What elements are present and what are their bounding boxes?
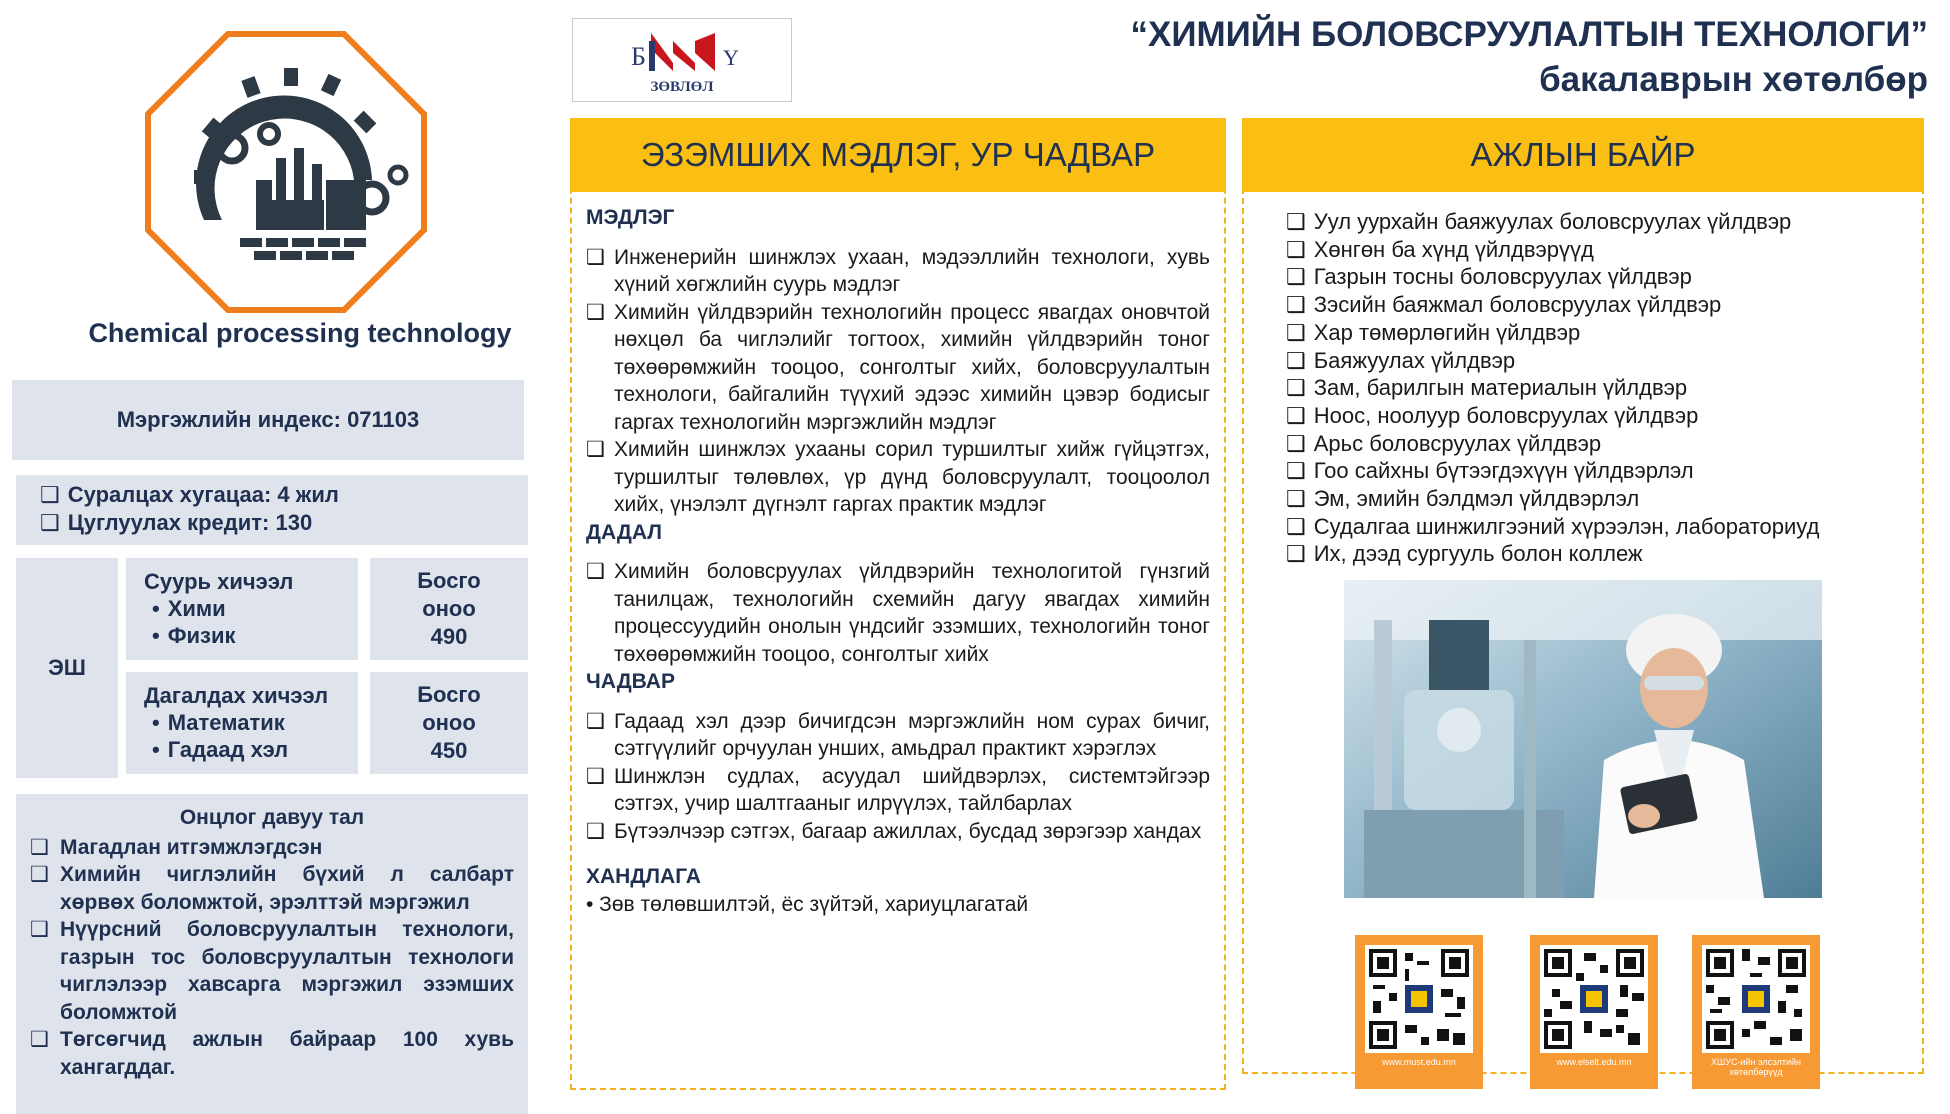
qr-code-programs[interactable] (1692, 935, 1820, 1089)
threshold-label: Босго (417, 682, 481, 707)
secondary-subject-item: • Гадаад хэл (144, 736, 340, 763)
habit-item: ❑ Химийн боловсруулах үйлдвэрийн технологитой гүнзгий танилцаж, технологийн схемийн дагуу явагдах химийн процессуудийн онолын үндсийг эзэмших, технологийн тоног төхөөрөмжийн тооцоо, сонголтыг хийх (586, 558, 1210, 668)
secondary-threshold (370, 672, 528, 774)
advantage-item: ❑ Төгсөгчид ажлын байраар 100 хувь хангагддаг. (60, 1026, 514, 1081)
advantages-box (16, 794, 528, 1114)
job-item: ❑ Зэсийн баяжмал боловсруулах үйлдвэр (1286, 291, 1906, 319)
qr-caption: ХШУС-ийн элсэлтийн хөтөлбөрүүд (1710, 1057, 1802, 1077)
page-title-line2: бакалаврын хөтөлбөр (1539, 60, 1928, 99)
section-title-knowledge: МЭДЛЭГ (586, 206, 675, 229)
study-credits: ❑ Цуглуулах кредит: 130 (40, 509, 504, 537)
attitude-item: • Зөв төлөвшилтэй, ёс зүйтэй, хариуцлагатай (586, 892, 1029, 916)
qr-code-icon (1365, 945, 1473, 1053)
council-logo (572, 18, 792, 102)
page-title (1130, 12, 1928, 102)
job-item: ❑ Эм, эмийн бэлдмэл үйлдвэрлэл (1286, 485, 1906, 513)
secondary-threshold-score: 450 (430, 738, 468, 763)
job-item: ❑ Судалгаа шинжилгээний хүрээлэн, лабораториуд (1286, 513, 1906, 541)
jobs-list (1286, 208, 1906, 568)
knowledge-item: ❑ Химийн үйлдвэрийн технологийн процесс явагдах оновчтой нөхцөл ба чиглэлийг тогтоох, химийн үйлдвэрийн тоног төхөөрөмжийн тооцоо, сонголтыг хийх, боловсруулалтын технологи, байгалийн түүхий эдээс химийн цэвэр бодисыг гаргах технологийн мэргэжлийн мэдлэг (586, 299, 1210, 437)
logo-letter-left: Б (631, 42, 646, 71)
job-item: ❑ Арьс боловсруулах үйлдвэр (1286, 430, 1906, 458)
advantage-item: ❑ Химийн чиглэлийн бүхий л салбарт хөрвөх боломжтой, эрэлттэй мэргэжил (60, 861, 514, 916)
job-item: ❑ Ноос, ноолуур боловсруулах үйлдвэр (1286, 402, 1906, 430)
secondary-subject-item: • Математик (144, 709, 340, 736)
qr-code-icon (1702, 945, 1810, 1053)
core-threshold (370, 558, 528, 660)
page-title-line1: “ХИМИЙН БОЛОВСРУУЛАЛТЫН ТЕХНОЛОГИ” (1130, 15, 1928, 54)
study-duration: ❑ Суралцах хугацаа: 4 жил (40, 481, 504, 509)
core-subject-item: • Физик (144, 622, 340, 649)
qr-caption: www.elselt.edu.mn (1556, 1057, 1632, 1067)
core-subjects (126, 558, 358, 660)
skill-item: ❑ Шинжлэн судлах, асуудал шийдвэрлэх, системтэйгээр сэтгэх, учир шалтгааныг илрүүлэх, тайлбарлах (586, 763, 1210, 818)
job-item: ❑ Зам, барилгын материалын үйлдвэр (1286, 374, 1906, 402)
knowledge-content (586, 204, 1210, 918)
section-title-skill: ЧАДВАР (586, 670, 675, 693)
advantage-item: ❑ Нүүрсний боловсруулалтын технологи, газрын тос боловсруулалтын технологи чиглэлээр хавсарга мэргэжил эзэмших боломжтой (60, 916, 514, 1026)
job-item: ❑ Хар төмөрлөгийн үйлдвэр (1286, 319, 1906, 347)
program-english-name: Chemical processing technology (88, 318, 512, 348)
threshold-label: оноо (422, 596, 476, 621)
advantages-title: Онцлог давуу тал (179, 806, 365, 829)
core-threshold-score: 490 (430, 624, 468, 649)
qr-code-must[interactable] (1355, 935, 1483, 1089)
factory-octagon-icon (144, 30, 428, 314)
core-subjects-title: Суурь хичээл (144, 569, 294, 594)
threshold-label: Босго (417, 568, 481, 593)
threshold-label: оноо (422, 710, 476, 735)
exam-label: ЭШ (16, 558, 118, 778)
jobs-panel-heading: АЖЛЫН БАЙР (1242, 118, 1924, 192)
job-item: ❑ Уул уурхайн баяжуулах боловсруулах үйлдвэр (1286, 208, 1906, 236)
job-item: ❑ Баяжуулах үйлдвэр (1286, 347, 1906, 375)
knowledge-panel-heading: ЭЗЭМШИХ МЭДЛЭГ, УР ЧАДВАР (570, 118, 1226, 192)
job-item: ❑ Хөнгөн ба хүнд үйлдвэрүүд (1286, 236, 1906, 264)
section-title-attitude: ХАНДЛАГА (586, 865, 701, 888)
qr-caption: www.must.edu.mn (1382, 1057, 1456, 1067)
advantage-item: ❑ Магадлан итгэмжлэгдсэн (60, 834, 514, 862)
job-item: ❑ Гоо сайхны бүтээгдэхүүн үйлдвэрлэл (1286, 457, 1906, 485)
job-item: ❑ Газрын тосны боловсруулах үйлдвэр (1286, 263, 1906, 291)
secondary-subjects-title: Дагалдах хичээл (144, 683, 329, 708)
lab-technician-photo (1344, 580, 1822, 898)
skill-item: ❑ Бүтээлчээр сэтгэх, багаар ажиллах, бусдад зөрэгээр хандах (586, 818, 1210, 846)
knowledge-item: ❑ Инженерийн шинжлэх ухаан, мэдээллийн технологи, хувь хүний хөгжлийн суурь мэдлэг (586, 244, 1210, 299)
section-title-habit: ДАДАЛ (586, 520, 663, 544)
job-item: ❑ Их, дээд сургууль болон коллеж (1286, 540, 1906, 568)
knowledge-item: ❑ Химийн шинжлэх ухааны сорил туршилтыг хийж гүйцэтгэх, туршилтыг төлөвлөх, үр дүнд боловсруулалт, тооцоолол хийх, үнэлэлт дүгнэлт гаргах практик мэдлэг (586, 436, 1210, 519)
logo-caption: ЗӨВЛӨЛ (650, 79, 714, 95)
program-index: Мэргэжлийн индекс: 071103 (12, 380, 524, 460)
core-subject-item: • Хими (144, 595, 340, 622)
logo-letter-right: Y (723, 45, 739, 70)
study-info (16, 475, 528, 545)
secondary-subjects (126, 672, 358, 774)
qr-code-icon (1540, 945, 1648, 1053)
skill-item: ❑ Гадаад хэл дээр бичигдсэн мэргэжлийн ном сурах бичиг, сэтгүүлийг орчуулан унших, амьдрал практикт хэрэглэх (586, 708, 1210, 763)
qr-code-elselt[interactable] (1530, 935, 1658, 1089)
